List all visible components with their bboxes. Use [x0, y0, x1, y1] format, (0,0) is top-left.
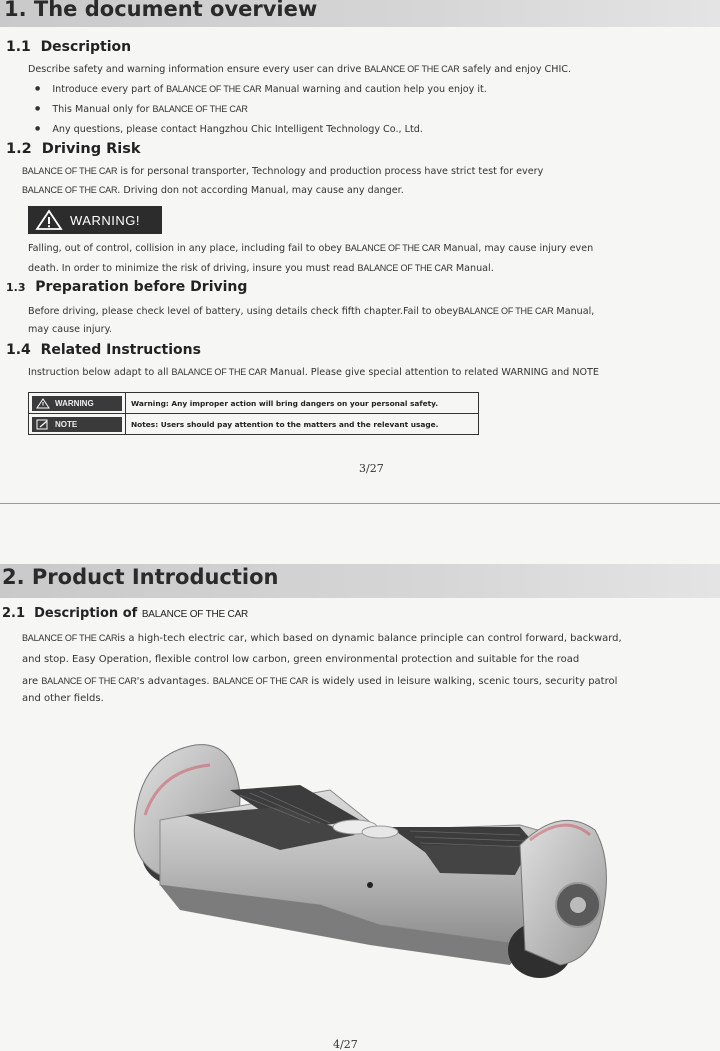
heading-1-3: 1.3 Preparation before Driving: [6, 279, 248, 295]
warning-triangle-icon: [36, 398, 50, 409]
preparation-line-2: may cause injury.: [28, 324, 112, 335]
list-item: ● Introduce every part of BALANCE OF THE CAR Manual warning and caution help you enjoy it.: [35, 79, 487, 101]
note-tag: NOTE: [32, 417, 122, 432]
section-1-title: 1. The document overview: [4, 0, 318, 21]
legend-table: [28, 392, 479, 435]
product-line-2: and stop. Easy Operation, flexible control low carbon, green environmental protection and suitable for the road: [22, 654, 580, 665]
warning-text-line-2: death. In order to minimize the risk of driving, insure you must read BALANCE OF THE CAR Manual.: [28, 263, 494, 274]
legend-note-text: Notes: Users should pay attention to the matters and the relevant usage.: [126, 414, 479, 435]
warning-triangle-icon: [34, 209, 64, 231]
driving-risk-line-1: BALANCE OF THE CAR is for personal transporter, Technology and production process have strict test for every: [22, 166, 544, 177]
heading-1-1: 1.1 Description: [6, 39, 132, 55]
preparation-line-1: Before driving, please check level of battery, using details check fifth chapter.Fail to obeyBALANCE OF THE CAR Manual,: [28, 306, 595, 317]
page-number-3: 3/27: [359, 462, 384, 475]
legend-warning-text: Warning: Any improper action will bring dangers on your personal safety.: [126, 393, 479, 414]
driving-risk-line-2: BALANCE OF THE CAR. Driving don not according Manual, may cause any danger.: [22, 185, 404, 196]
product-line-3: are BALANCE OF THE CAR's advantages. BALANCE OF THE CAR is widely used in leisure walking, scenic tours, security patrol: [22, 676, 618, 687]
page-number-4: 4/27: [333, 1038, 358, 1051]
table-row: [29, 393, 479, 414]
section-1-header: [0, 0, 720, 27]
heading-1-4: 1.4 Related Instructions: [6, 342, 201, 358]
section-2-header: [0, 564, 720, 598]
list-item: ● This Manual only for BALANCE OF THE CAR: [35, 99, 248, 121]
heading-2-1: 2.1 Description of BALANCE OF THE CAR: [2, 606, 249, 621]
warning-tag: WARNING: [32, 396, 122, 411]
heading-1-2: 1.2 Driving Risk: [6, 141, 141, 157]
page-divider: [0, 503, 720, 504]
description-paragraph: Describe safety and warning information ensure every user can drive BALANCE OF THE CAR safely and enjoy CHIC.: [28, 64, 572, 75]
warning-label: WARNING!: [70, 212, 140, 228]
table-row: [29, 414, 479, 435]
hoverboard-image: [120, 735, 620, 995]
warning-text-line-1: Falling, out of control, collision in any place, including fail to obey BALANCE OF THE CAR Manual, may cause injury even: [28, 243, 594, 254]
note-edit-icon: [36, 419, 50, 430]
product-line-1: BALANCE OF THE CARis a high-tech electric car, which based on dynamic balance principle can control forward, backward,: [22, 633, 622, 644]
section-2-title: 2. Product Introduction: [2, 565, 279, 589]
list-item: ● Any questions, please contact Hangzhou Chic Intelligent Technology Co., Ltd.: [35, 119, 423, 141]
warning-banner: [28, 206, 162, 234]
product-line-4: and other fields.: [22, 693, 104, 704]
related-instructions-line: Instruction below adapt to all BALANCE OF THE CAR Manual. Please give special attention to related WARNING and NOTE: [28, 367, 599, 378]
